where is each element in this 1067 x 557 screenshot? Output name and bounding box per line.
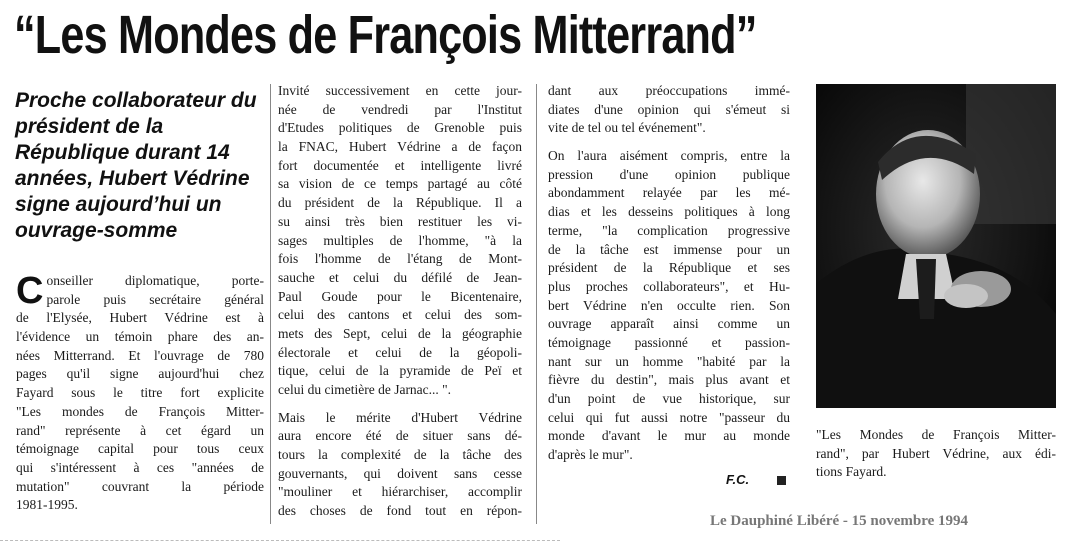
drop-cap: C <box>16 270 44 312</box>
text-line: tique, celui de la pyramide de Peï et <box>278 363 522 379</box>
text-line: nées Mitterrand. Et l'ouvrage de 780 <box>16 347 264 363</box>
column-divider <box>536 84 537 524</box>
text-line: de la tâche est immense pour un <box>548 241 790 257</box>
standfirst-line: Proche collaborateur du <box>15 89 257 112</box>
text-line: "mouliner et hiérarchiser, accomplir <box>278 484 522 500</box>
text-line: de l'Elysée, Hubert Védrine est à <box>16 310 264 326</box>
caption-line: rand", par Hubert Védrine, aux édi- <box>816 445 1056 461</box>
text-line: pages qu'il signe aujourd'hui chez <box>16 366 264 382</box>
text-line: On l'aura aisément compris, entre la <box>548 148 790 164</box>
text-line: fort documentée et intelligente livré <box>278 157 522 173</box>
standfirst-line: années, Hubert Védrine <box>15 167 250 190</box>
scan-artifact-line <box>0 540 560 541</box>
headline: “Les Mondes de François Mitterrand” <box>14 5 757 65</box>
text-line: Paul Goude pour le Bicentenaire, <box>278 288 522 304</box>
text-line: onseiller diplomatique, porte- <box>46 273 264 288</box>
text-line: pression d'une opinion publique <box>548 166 790 182</box>
text-line: gouvernants, qui doivent sans cesse <box>278 465 522 481</box>
text-line: d'après le mur". <box>548 447 633 463</box>
text-line: terme, "la complication progressive <box>548 222 790 238</box>
standfirst-line: ouvrage-somme <box>15 219 178 242</box>
text-line: dant aux préoccupations immé- <box>548 83 790 98</box>
text-line: abondamment relayée par les mé- <box>548 185 790 201</box>
text-line: ouvrage apparaît ainsi comme un <box>548 316 790 332</box>
text-line: sages multiples de l'homme, "à la <box>278 232 522 248</box>
column-divider <box>270 84 271 524</box>
text-line: 1981-1995. <box>16 497 78 513</box>
author-signature: F.C. <box>726 472 750 487</box>
caption-line: "Les Mondes de François Mitter- <box>816 427 1056 442</box>
text-line: qui s'intéressent à ces "années de <box>16 459 264 475</box>
text-line: Invité successivement en cette jour- <box>278 83 522 98</box>
text-line: Fayard sous le titre fort explicite <box>16 385 264 401</box>
standfirst <box>15 88 265 244</box>
text-line: celui qui fut aussi notre "passeur du <box>548 409 790 425</box>
portrait-photo-icon <box>816 84 1056 408</box>
text-line: parole puis secrétaire général <box>46 291 264 307</box>
text-line: aura encore été de situer sans dé- <box>278 428 522 444</box>
text-line: "Les mondes de François Mitter- <box>16 403 264 419</box>
article-column-2 <box>278 82 522 521</box>
text-line: celui des cantons et celui des som- <box>278 307 522 323</box>
text-line: monde d'avant le mur au monde <box>548 428 790 444</box>
text-line: rand" représente à cet égard un <box>16 422 264 438</box>
portrait-photo <box>816 84 1056 408</box>
text-line: vite de tel ou tel événement". <box>548 120 706 136</box>
text-line: électorale et celui de la géopoli- <box>278 344 522 360</box>
text-line: d'Etudes politiques de Grenoble puis <box>278 120 522 136</box>
text-line: l'évidence un témoin phare des an- <box>16 329 264 345</box>
text-line: du président de la République. Il a <box>278 195 522 211</box>
text-line: dias et les desseins politiques à long <box>548 204 790 220</box>
text-line: témoignage passionné et passion- <box>548 334 790 350</box>
standfirst-line: président de la <box>15 115 164 138</box>
text-line: mets des Sept, celui de la géographie <box>278 325 522 341</box>
standfirst-line: République durant 14 <box>15 141 230 164</box>
text-line: née de vendredi par l'Institut <box>278 101 522 117</box>
text-line: celui du cimetière de Jarnac... ". <box>278 382 452 397</box>
text-line: diates d'une opinion qui s'émeut si <box>548 101 790 117</box>
text-line: la FNAC, Hubert Védrine a de façon <box>278 139 522 155</box>
text-line: Mais le mérite d'Hubert Védrine <box>278 409 522 425</box>
text-line: fièvre du destin", mais plus avant et <box>548 372 790 388</box>
caption-line: tions Fayard. <box>816 464 887 480</box>
text-line: mutation" couvrant la période <box>16 478 264 494</box>
text-line: témoignage capital pour tous ceux <box>16 441 264 457</box>
source-credit: Le Dauphiné Libéré - 15 novembre 1994 <box>710 513 969 529</box>
text-line: d'un point de vue historique, sur <box>548 391 790 406</box>
text-line: fois l'homme de l'étang de Mont- <box>278 251 522 267</box>
text-line: nant sur un homme "habité par la <box>548 353 790 369</box>
text-line: des choses de fond tout en répon- <box>278 503 522 519</box>
text-line: sauche et celui du défilé de Jean- <box>278 269 522 285</box>
text-line: tours la complexité de la tâche des <box>278 447 522 463</box>
text-line: su ainsi très bien restituer les vi- <box>278 213 522 229</box>
photo-caption <box>816 426 1056 482</box>
article-column-1 <box>16 272 264 515</box>
text-line: bert Védrine n'en occulte rien. Son <box>548 297 790 313</box>
text-line: plus proches collaborateurs", et Hu- <box>548 278 790 294</box>
end-of-article-mark <box>777 476 786 485</box>
article-column-3 <box>548 82 790 465</box>
text-line: président de la République et ses <box>548 260 790 276</box>
text-line: sa vision de ce temps partagé au côté <box>278 176 522 192</box>
standfirst-line: signe aujourd’hui un <box>15 193 222 216</box>
